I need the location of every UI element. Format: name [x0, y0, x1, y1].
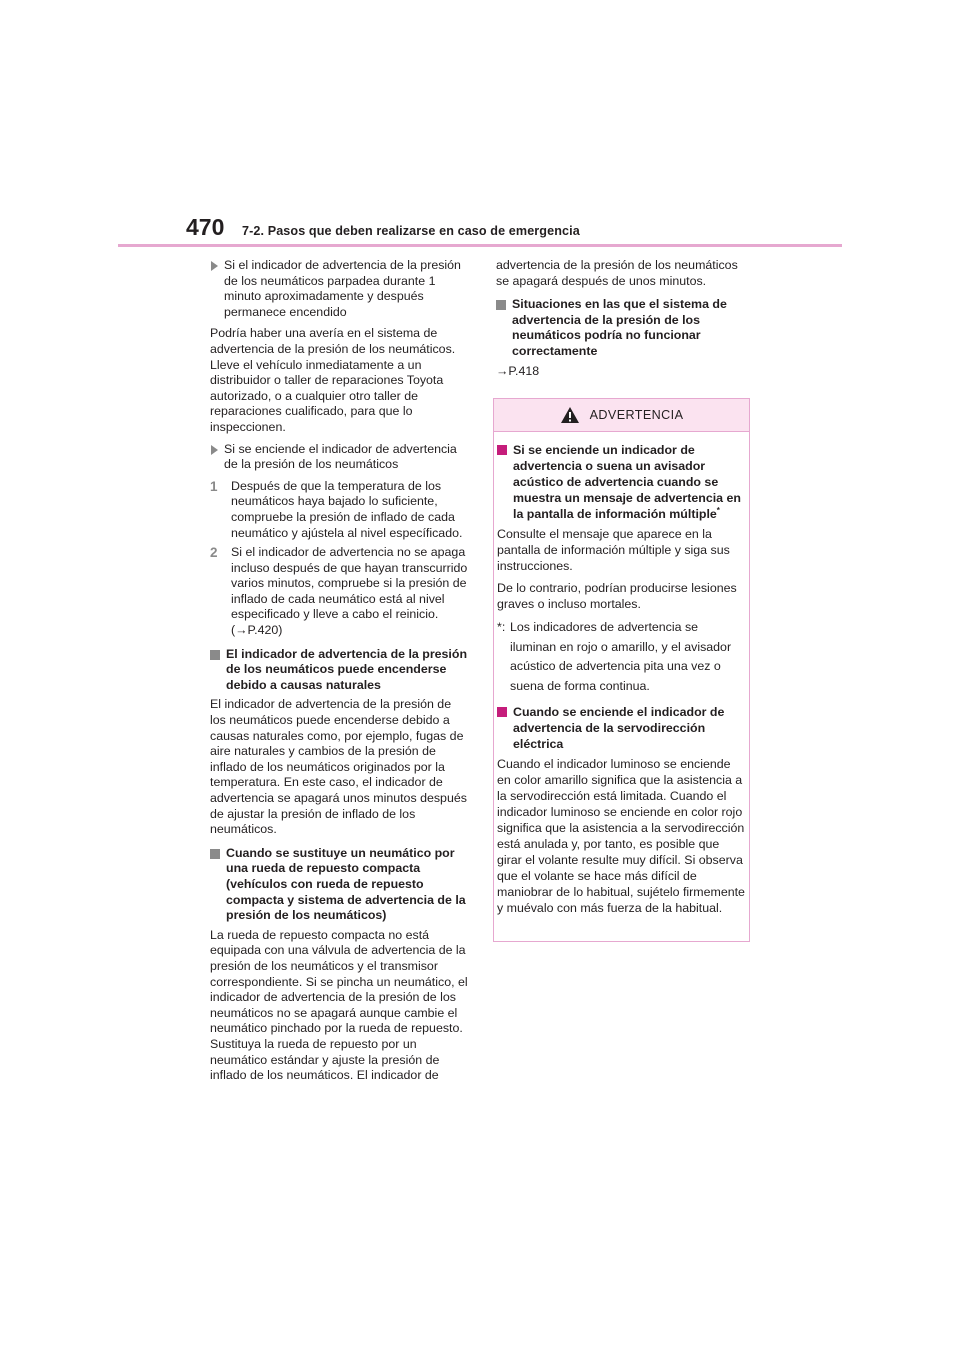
paragraph: La rueda de repuesto compacta no está equipada con una válvula de advertencia de la presión de los neumáticos y el transmisor correspondiente. Si se pincha un neumático, el indicador de advertencia de la presión de los neumáticos no se apagará aunque cambie el neumático pinchado por la rueda de repuesto. Sustituya la rueda de repuesto por un neumático estándar y ajuste la presión de inflado de los neumáticos. El indicador de: [210, 927, 468, 1083]
subheading: Si se enciende un indicador de advertencia o suena un avisador acústico de advertencia cuando se muestra un mensaje de advertencia en la pantalla de información múltiple*: [497, 442, 746, 522]
square-icon: [210, 650, 220, 660]
paragraph: Consulte el mensaje que aparece en la pantalla de información múltiple y siga sus instrucciones.: [497, 527, 730, 573]
right-column: [496, 258, 754, 385]
footnote-mark: *:: [497, 620, 506, 634]
paragraph: De lo contrario, podrían producirse lesiones graves o incluso mortales.: [497, 581, 737, 611]
page-reference: →P.418: [496, 363, 540, 378]
warning-box: [493, 398, 750, 942]
warning-body: [494, 432, 749, 916]
subheading: Cuando se sustituye un neumático por una rueda de repuesto compacta (vehículos con rueda de repuesto compacta y sistema de advertencia de la presión de los neumáticos): [210, 846, 468, 924]
square-icon: [210, 849, 220, 859]
step-item: 2 Si el indicador de advertencia no se apaga incluso después de que hayan transcurrido varios minutos, compruebe si la presión de inflado de cada neumático está al nivel especificado y lleve a cabo el reinicio. (→P.420): [210, 545, 468, 638]
footnote: *: Los indicadores de advertencia se iluminan en rojo o amarillo, y el avisador acústico de advertencia pita una vez o suena de forma continua.: [497, 620, 732, 693]
step-item: 1 Después de que la temperatura de los neumáticos haya bajado lo suficiente, compruebe la presión de inflado de cada neumático y ajústela al nivel específicado.: [210, 478, 463, 540]
header-rule: [118, 244, 842, 247]
warning-triangle-icon: [560, 406, 580, 424]
square-icon: [497, 707, 507, 717]
subheading: El indicador de advertencia de la presión de los neumáticos puede encenderse debido a causas naturales: [210, 647, 468, 694]
page-number: 470: [186, 214, 225, 240]
bullet-item: Si el indicador de advertencia de la presión de los neumáticos parpadea durante 1 minuto aproximadamente y después permanece encendido: [210, 258, 468, 320]
page-header: [186, 214, 580, 241]
paragraph: advertencia de la presión de los neumáticos se apagará después de unos minutos.: [496, 258, 738, 288]
step-number: 1: [210, 478, 218, 494]
subheading: Cuando se enciende el indicador de advertencia de la servodirección eléctrica: [497, 704, 746, 752]
left-column: [210, 258, 468, 1090]
square-icon: [496, 300, 506, 310]
warning-title: ADVERTENCIA: [589, 408, 684, 422]
subheading: Situaciones en las que el sistema de advertencia de la presión de los neumáticos podría no funcionar correctamente: [496, 297, 754, 359]
step-number: 2: [210, 545, 218, 561]
warning-header: [494, 399, 749, 432]
bullet-item: Si se enciende el indicador de advertencia de la presión de los neumáticos: [210, 442, 468, 473]
paragraph: El indicador de advertencia de la presión de los neumáticos puede encenderse debido a causas naturales como, por ejemplo, fugas de aire naturales y cambios de la presión de inflado de los neumáticos originados por la temperatura. En este caso, el indicador de advertencia se apagará unos minutos después de ajustar la presión de inflado de los neumáticos.: [210, 697, 467, 837]
footnote-marker: *: [716, 505, 720, 515]
paragraph: Podría haber una avería en el sistema de advertencia de la presión de los neumáticos. Lleve el vehículo inmediatamente a un distribuidor o taller de reparaciones Toyota autorizado, o a cualquier otro taller de reparaciones cualificado, para que lo inspeccionen.: [210, 326, 456, 434]
section-title: 7-2. Pasos que deben realizarse en caso de emergencia: [242, 224, 580, 238]
triangle-icon: [211, 261, 218, 271]
triangle-icon: [211, 445, 218, 455]
square-icon: [497, 445, 507, 455]
paragraph: Cuando el indicador luminoso se enciende en color amarillo significa que la asistencia a la servodirección está limitada. Cuando el indicador luminoso se enciende en color rojo significa que la asistencia a la servodirección está anulada y, por tanto, es posible que girar el volante resulte muy difícil. Si observa que el volante se hace más difícil de maniobrar de lo habitual, sujételo firmemente y muévalo con más fuerza de la habitual.: [497, 757, 745, 916]
